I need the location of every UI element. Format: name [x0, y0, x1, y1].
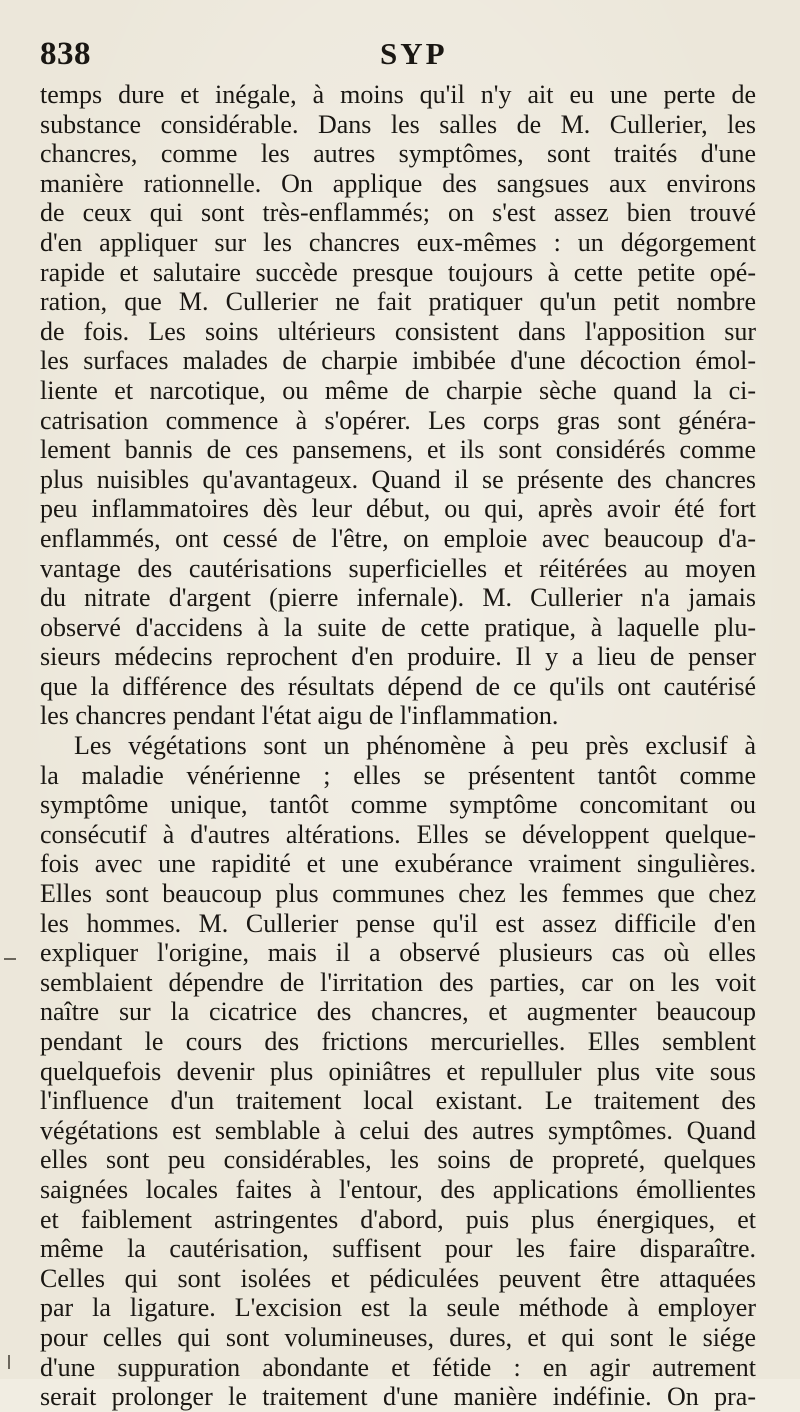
text-line: lement bannis de ces pansemens, et ils sont considérés comme [40, 435, 756, 465]
text-line: chancres, comme les autres symptômes, sont traités d'une [40, 139, 756, 169]
text-line: rapide et salutaire succède presque toujours à cette petite opé- [40, 257, 756, 287]
margin-mark [4, 958, 16, 960]
text-line: catrisation commence à s'opérer. Les corps gras sont généra- [40, 405, 756, 435]
text-line: pour celles qui sont volumineuses, dures, et qui sont le siége [40, 1322, 756, 1352]
text-line: la maladie vénérienne ; elles se présentent tantôt comme [40, 760, 756, 790]
body-text [40, 80, 756, 1412]
page-number: 838 [40, 36, 91, 72]
text-line: consécutif à d'autres altérations. Elles se développent quelque- [40, 819, 756, 849]
text-line: saignées locales faites à l'entour, des applications émollientes [40, 1174, 756, 1204]
text-line: les chancres pendant l'état aigu de l'inflammation. [40, 701, 559, 731]
text-line: elles sont peu considérables, les soins de propreté, quelques [40, 1145, 756, 1175]
text-line: du nitrate d'argent (pierre infernale). M. Cullerier n'a jamais [40, 583, 756, 613]
text-line: temps dure et inégale, à moins qu'il n'y ait eu une perte de [40, 80, 756, 109]
text-line: liente et narcotique, ou même de charpie sèche quand la ci- [40, 375, 756, 405]
margin-mark [8, 1355, 10, 1369]
text-line: plus nuisibles qu'avantageux. Quand il se présente des chancres [40, 464, 756, 494]
page-header [40, 36, 760, 86]
running-head: SYP [380, 36, 448, 71]
text-line: manière rationnelle. On applique des sangsues aux environs [40, 168, 756, 198]
text-line: que la différence des résultats dépend de ce qu'ils ont cautérisé [40, 671, 756, 701]
text-line: les hommes. M. Cullerier pense qu'il est assez difficile d'en [40, 908, 756, 938]
text-line: pendant le cours des frictions mercurielles. Elles semblent [40, 1027, 756, 1056]
text-line: par la ligature. L'excision est la seule méthode à employer [40, 1293, 756, 1323]
text-line: semblaient dépendre de l'irritation des parties, car on les voit [40, 967, 756, 997]
text-line: les surfaces malades de charpie imbibée d'une décoction émol- [40, 346, 756, 376]
text-line: même la cautérisation, suffisent pour les faire disparaître. [40, 1234, 756, 1264]
text-line: enflammés, ont cessé de l'être, on emploie avec beaucoup d'a- [40, 523, 756, 553]
text-line: serait prolonger le traitement d'une manière indéfinie. On pra- [40, 1382, 756, 1412]
text-line: d'une suppuration abondante et fétide : en agir autrement [40, 1352, 756, 1382]
text-line: Elles sont beaucoup plus communes chez les femmes que chez [40, 879, 756, 909]
text-line: et faiblement astringentes d'abord, puis plus énergiques, et [40, 1204, 756, 1234]
text-line: fois avec une rapidité et une exubérance vraiment singulières. [40, 849, 756, 879]
text-line: sieurs médecins reprochent d'en produire. Il y a lieu de penser [40, 642, 756, 672]
text-line: naître sur la cicatrice des chancres, et augmenter beaucoup [40, 997, 756, 1027]
text-line: de fois. Les soins ultérieurs consistent dans l'apposition sur [40, 316, 756, 346]
text-line: peu inflammatoires dès leur début, ou qui, après avoir été fort [40, 494, 756, 524]
text-line: végétations est semblable à celui des autres symptômes. Quand [40, 1115, 756, 1145]
text-line: quelquefois devenir plus opiniâtres et repulluler plus vite sous [40, 1056, 756, 1086]
text-line: l'influence d'un traitement local existant. Le traitement des [40, 1086, 756, 1116]
text-line: observé d'accidens à la suite de cette pratique, à laquelle plu- [40, 612, 756, 642]
text-line: d'en appliquer sur les chancres eux-mêmes : un dégorgement [40, 227, 756, 257]
text-line: substance considérable. Dans les salles de M. Cullerier, les [40, 109, 756, 139]
text-line: ration, que M. Cullerier ne fait pratiquer qu'un petit nombre [40, 287, 756, 317]
paragraph-start-line: Les végétations sont un phénomène à peu près exclusif à [74, 731, 756, 761]
text-line: symptôme unique, tantôt comme symptôme concomitant ou [40, 790, 756, 820]
text-line: Celles qui sont isolées et pédiculées peuvent être attaquées [40, 1263, 756, 1293]
text-line: de ceux qui sont très-enflammés; on s'est assez bien trouvé [40, 198, 756, 228]
text-line: vantage des cautérisations superficielles et réitérées au moyen [40, 553, 756, 583]
text-line: expliquer l'origine, mais il a observé plusieurs cas où elles [40, 938, 756, 968]
